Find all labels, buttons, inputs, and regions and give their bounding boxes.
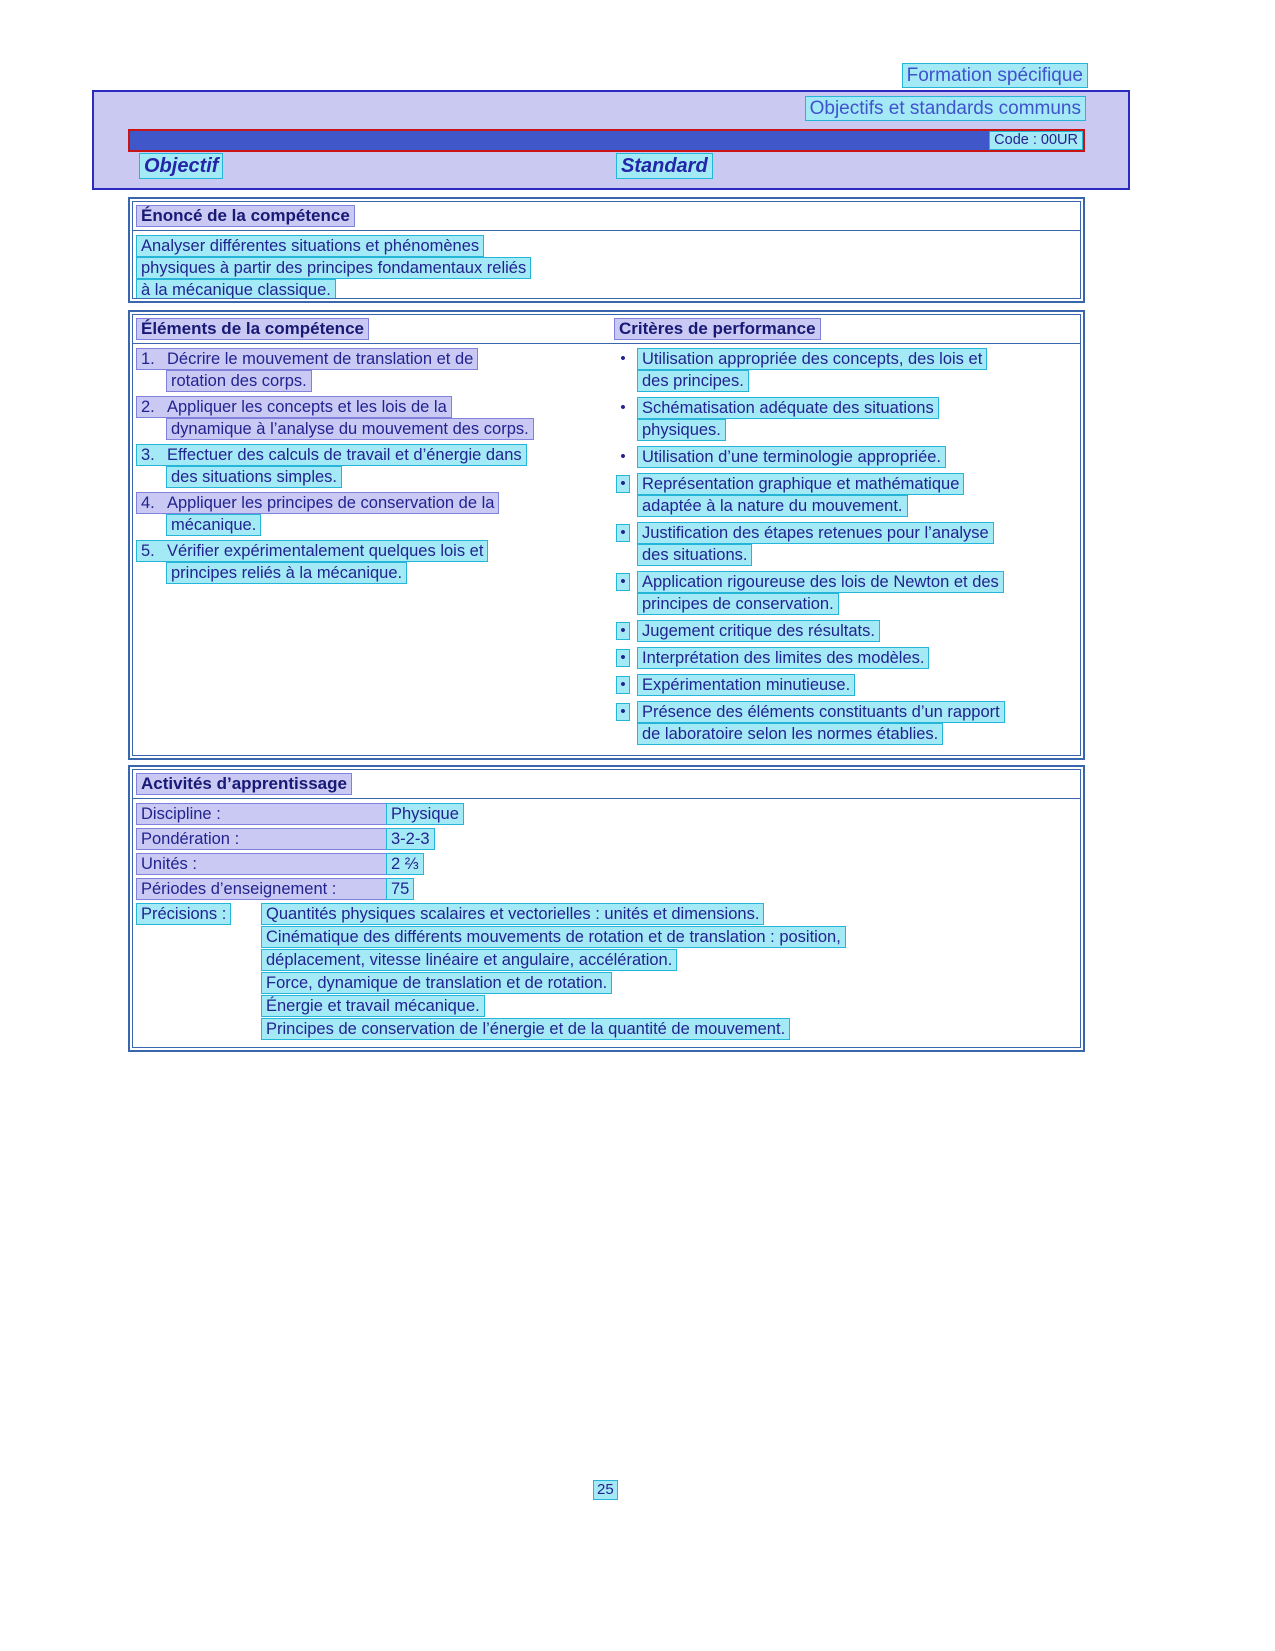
enonce-title-row (133, 202, 1080, 231)
elements-title-cell (137, 319, 615, 339)
bullet-icon: • (617, 704, 629, 720)
element-item (137, 541, 615, 583)
precision-line-text: Quantités physiques scalaires et vectorielles : unités et dimensions. (262, 904, 763, 924)
activites-row-periodes (137, 879, 1076, 899)
section-activites-inner (132, 769, 1081, 1048)
element-line-text: des situations simples. (167, 467, 341, 487)
bullet-icon: • (617, 677, 629, 693)
criteria-list (615, 349, 1076, 751)
elements-list (137, 349, 615, 751)
element-item (137, 493, 615, 535)
criteria-line-text: Utilisation d’une terminologie appropriée. (638, 447, 945, 467)
criteria-line-text: physiques. (638, 420, 725, 440)
competence-header-row (133, 315, 1080, 344)
criteria-item (615, 621, 1076, 643)
element-line-text: Effectuer des calculs de travail et d’énergie dans (167, 446, 522, 464)
criteria-item (615, 474, 1076, 518)
row-label: Périodes d’enseignement : (137, 879, 387, 899)
activites-row-discipline (137, 804, 1076, 824)
bullet-icon: • (617, 650, 629, 666)
element-item (137, 445, 615, 487)
activites-row-unites (137, 854, 1076, 874)
section-activites (128, 765, 1085, 1052)
criteria-line-text: Expérimentation minutieuse. (638, 675, 854, 695)
element-item (137, 397, 615, 439)
elements-title: Éléments de la compétence (137, 319, 368, 339)
standard-label: Standard (617, 154, 712, 178)
element-line-text: Appliquer les concepts et les lois de la (167, 398, 447, 416)
enonce-line (137, 258, 1076, 278)
element-line-text: dynamique à l’analyse du mouvement des corps. (167, 419, 533, 439)
enonce-line-text: physiques à partir des principes fondamentaux reliés (137, 258, 530, 278)
element-number: 4. (141, 494, 155, 512)
element-first-line (137, 445, 526, 465)
subtitle-text: Objectifs et standards communs (806, 97, 1085, 120)
precisions-lines (262, 904, 1076, 1042)
activites-body (133, 799, 1080, 1047)
element-line-text: mécanique. (167, 515, 260, 535)
bullet-icon: • (620, 350, 626, 367)
criteria-item (615, 398, 1076, 442)
bullet-icon: • (617, 623, 629, 639)
row-value: 2 ⅔ (387, 854, 423, 874)
objectif-label: Objectif (140, 154, 222, 178)
criteria-line-text: des situations. (638, 545, 751, 565)
criteria-item (615, 572, 1076, 616)
precisions-label: Précisions : (137, 904, 230, 924)
code-label: Code : 00UR (990, 132, 1082, 149)
page-number-text: 25 (594, 1481, 617, 1499)
precision-line-text: Force, dynamique de translation et de rotation. (262, 973, 611, 993)
bullet-icon: • (620, 399, 626, 416)
page-number (594, 1481, 617, 1499)
row-label: Pondération : (137, 829, 387, 849)
enonce-line-text: Analyser différentes situations et phénomènes (137, 236, 483, 256)
section-competence-inner (132, 314, 1081, 756)
criteria-item (615, 447, 1076, 469)
criteria-line-text: Représentation graphique et mathématique (638, 474, 963, 494)
criteria-line-text: Jugement critique des résultats. (638, 621, 879, 641)
criteria-line-text: Application rigoureuse des lois de Newton et des (638, 572, 1003, 592)
row-value: 75 (387, 879, 413, 899)
element-item (137, 349, 615, 391)
bullet-icon: • (617, 525, 629, 541)
element-line-text: Décrire le mouvement de translation et de (167, 350, 474, 368)
precisions-label-cell (137, 904, 262, 1042)
criteria-line-text: des principes. (638, 371, 748, 391)
activites-row-ponderation (137, 829, 1076, 849)
enonce-title: Énoncé de la compétence (137, 206, 354, 226)
header-subtitle (806, 97, 1085, 120)
precision-line-text: Principes de conservation de l’énergie et de la quantité de mouvement. (262, 1019, 789, 1039)
enonce-line-text: à la mécanique classique. (137, 280, 335, 299)
element-first-line (137, 397, 451, 417)
bullet-icon: • (617, 476, 629, 492)
criteria-line-text: Schématisation adéquate des situations (638, 398, 938, 418)
element-line-text: Appliquer les principes de conservation de la (167, 494, 495, 512)
criteres-title-cell (615, 319, 1076, 339)
criteria-line-text: Présence des éléments constituants d’un rapport (638, 702, 1004, 722)
enonce-line (137, 236, 1076, 256)
criteria-line-text: Interprétation des limites des modèles. (638, 648, 928, 668)
criteria-line-text: Justification des étapes retenues pour l’analyse (638, 523, 993, 543)
element-first-line (137, 541, 487, 561)
enonce-line (137, 280, 1076, 299)
activites-precisions (137, 904, 1076, 1042)
criteres-title: Critères de performance (615, 319, 820, 339)
precision-line-text: déplacement, vitesse linéaire et angulaire, accélération. (262, 950, 676, 970)
objectif-heading (140, 154, 222, 178)
section-enonce-inner (132, 201, 1081, 299)
criteria-item (615, 675, 1076, 697)
element-number: 2. (141, 398, 155, 416)
activites-title: Activités d’apprentissage (137, 774, 351, 794)
element-line-text: principes reliés à la mécanique. (167, 563, 406, 583)
element-number: 5. (141, 542, 155, 560)
criteria-line-text: principes de conservation. (638, 594, 838, 614)
competence-body (133, 344, 1080, 756)
criteria-item (615, 648, 1076, 670)
header-kicker (903, 64, 1087, 87)
criteria-item (615, 523, 1076, 567)
bullet-icon: • (620, 448, 626, 465)
criteria-item (615, 349, 1076, 393)
element-first-line (137, 493, 498, 513)
row-value: Physique (387, 804, 463, 824)
element-line-text: Vérifier expérimentalement quelques lois et (167, 542, 484, 560)
criteria-item (615, 702, 1076, 746)
element-first-line (137, 349, 477, 369)
element-line-text: rotation des corps. (167, 371, 311, 391)
row-value: 3-2-3 (387, 829, 434, 849)
element-number: 3. (141, 446, 155, 464)
kicker-text: Formation spécifique (903, 64, 1087, 87)
criteria-line-text: de laboratoire selon les normes établies. (638, 724, 942, 744)
standard-heading (617, 154, 712, 178)
criteria-line-text: adaptée à la nature du mouvement. (638, 496, 907, 516)
precision-line-text: Cinématique des différents mouvements de rotation et de translation : position, (262, 927, 845, 947)
precision-line-text: Énergie et travail mécanique. (262, 996, 484, 1016)
row-label: Unités : (137, 854, 387, 874)
criteria-line-text: Utilisation appropriée des concepts, des lois et (638, 349, 986, 369)
section-enonce (128, 197, 1085, 303)
code-banner (128, 129, 1085, 152)
header-panel (92, 90, 1130, 190)
activites-title-row (133, 770, 1080, 799)
enonce-body (133, 231, 1080, 299)
row-label: Discipline : (137, 804, 387, 824)
bullet-icon: • (617, 574, 629, 590)
element-number: 1. (141, 350, 155, 368)
section-competence (128, 310, 1085, 760)
